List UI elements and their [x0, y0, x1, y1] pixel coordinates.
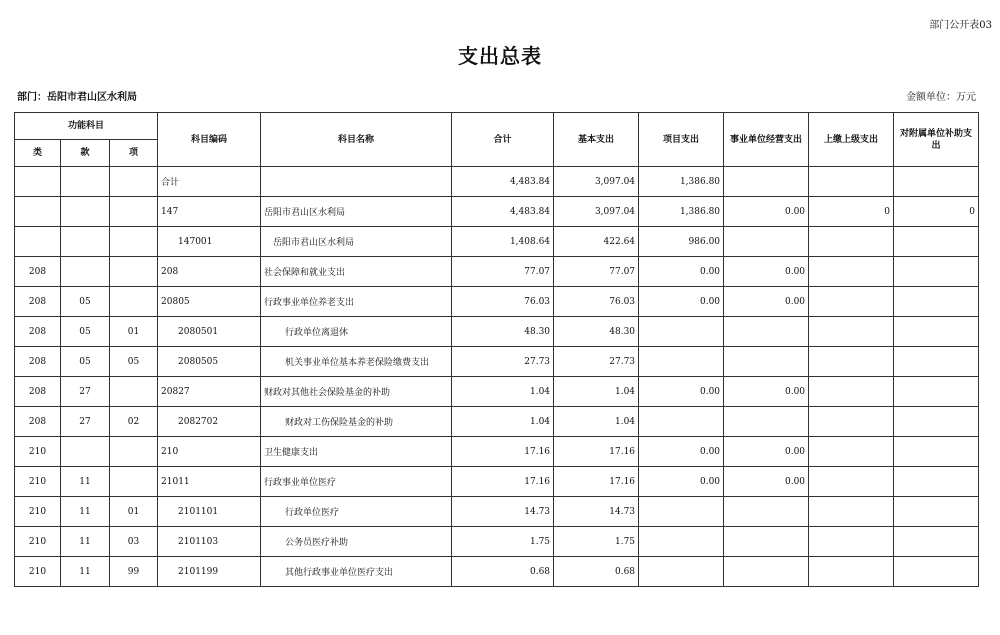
cell-upper	[809, 347, 894, 377]
cell-code: 2082702	[158, 407, 261, 437]
cell-basic: 17.16	[554, 467, 639, 497]
page-title: 支出总表	[458, 44, 542, 68]
cell-project	[639, 347, 724, 377]
table-body	[15, 167, 979, 587]
header-basic: 基本支出	[554, 113, 639, 167]
cell-lei: 208	[15, 257, 61, 287]
header-lei: 类	[15, 140, 61, 167]
cell-name: 行政事业单位医疗	[261, 467, 452, 497]
cell-name: 机关事业单位基本养老保险缴费支出	[261, 347, 452, 377]
header-xiang: 项	[110, 140, 158, 167]
cell-basic: 76.03	[554, 287, 639, 317]
cell-xiang: 05	[110, 347, 158, 377]
cell-business: 0.00	[724, 197, 809, 227]
cell-business: 0.00	[724, 257, 809, 287]
cell-name: 财政对工伤保险基金的补助	[261, 407, 452, 437]
cell-total: 1.04	[452, 377, 554, 407]
cell-lei: 208	[15, 407, 61, 437]
cell-name: 财政对其他社会保险基金的补助	[261, 377, 452, 407]
cell-upper	[809, 557, 894, 587]
cell-basic: 0.68	[554, 557, 639, 587]
amount-unit-label: 金额单位：万元	[906, 92, 976, 103]
cell-project: 0.00	[639, 437, 724, 467]
cell-basic: 27.73	[554, 347, 639, 377]
cell-lei: 208	[15, 377, 61, 407]
cell-subsidy	[894, 527, 979, 557]
cell-subsidy	[894, 467, 979, 497]
cell-name: 其他行政事业单位医疗支出	[261, 557, 452, 587]
cell-total: 76.03	[452, 287, 554, 317]
cell-subsidy: 0	[894, 197, 979, 227]
cell-project	[639, 317, 724, 347]
header-func-subject: 功能科目	[15, 113, 158, 140]
cell-code: 2101103	[158, 527, 261, 557]
cell-basic: 1.04	[554, 377, 639, 407]
cell-basic: 422.64	[554, 227, 639, 257]
cell-kuan: 11	[61, 557, 110, 587]
cell-subsidy	[894, 347, 979, 377]
cell-kuan: 05	[61, 287, 110, 317]
table-row	[15, 497, 979, 527]
cell-subsidy	[894, 257, 979, 287]
cell-xiang	[110, 167, 158, 197]
cell-name: 行政单位离退休	[261, 317, 452, 347]
table-row	[15, 377, 979, 407]
cell-basic: 1.04	[554, 407, 639, 437]
cell-subsidy	[894, 287, 979, 317]
cell-name: 岳阳市君山区水利局	[261, 227, 452, 257]
cell-business	[724, 407, 809, 437]
cell-total: 77.07	[452, 257, 554, 287]
cell-xiang	[110, 197, 158, 227]
cell-business	[724, 167, 809, 197]
cell-name: 卫生健康支出	[261, 437, 452, 467]
header-upper: 上缴上级支出	[809, 113, 894, 167]
cell-business	[724, 557, 809, 587]
cell-code: 208	[158, 257, 261, 287]
cell-xiang: 01	[110, 317, 158, 347]
cell-kuan	[61, 257, 110, 287]
cell-business: 0.00	[724, 437, 809, 467]
cell-kuan	[61, 197, 110, 227]
cell-total: 17.16	[452, 467, 554, 497]
table-row	[15, 467, 979, 497]
cell-business	[724, 497, 809, 527]
header-project: 项目支出	[639, 113, 724, 167]
cell-lei	[15, 197, 61, 227]
cell-xiang: 03	[110, 527, 158, 557]
cell-project	[639, 407, 724, 437]
cell-code: 147001	[158, 227, 261, 257]
cell-total: 1,408.64	[452, 227, 554, 257]
cell-upper: 0	[809, 197, 894, 227]
cell-basic: 1.75	[554, 527, 639, 557]
cell-subsidy	[894, 377, 979, 407]
cell-project: 1,386.80	[639, 197, 724, 227]
cell-basic: 3,097.04	[554, 167, 639, 197]
cell-kuan: 11	[61, 497, 110, 527]
cell-xiang	[110, 377, 158, 407]
department-label: 部门：岳阳市君山区水利局	[17, 92, 137, 103]
header-business: 事业单位经营支出	[724, 113, 809, 167]
table-row	[15, 437, 979, 467]
cell-subsidy	[894, 437, 979, 467]
cell-kuan: 11	[61, 467, 110, 497]
cell-upper	[809, 317, 894, 347]
cell-name: 公务员医疗补助	[261, 527, 452, 557]
cell-lei: 210	[15, 467, 61, 497]
cell-lei	[15, 167, 61, 197]
cell-name: 行政事业单位养老支出	[261, 287, 452, 317]
cell-upper	[809, 437, 894, 467]
cell-business	[724, 227, 809, 257]
cell-upper	[809, 467, 894, 497]
cell-basic: 14.73	[554, 497, 639, 527]
cell-business: 0.00	[724, 377, 809, 407]
cell-lei: 210	[15, 437, 61, 467]
cell-upper	[809, 287, 894, 317]
cell-basic: 17.16	[554, 437, 639, 467]
cell-upper	[809, 377, 894, 407]
cell-xiang	[110, 437, 158, 467]
cell-code: 20805	[158, 287, 261, 317]
cell-basic: 77.07	[554, 257, 639, 287]
cell-total: 48.30	[452, 317, 554, 347]
cell-xiang	[110, 257, 158, 287]
cell-total: 0.68	[452, 557, 554, 587]
cell-total: 1.04	[452, 407, 554, 437]
cell-code: 21011	[158, 467, 261, 497]
table-row	[15, 347, 979, 377]
cell-project: 0.00	[639, 287, 724, 317]
cell-code: 210	[158, 437, 261, 467]
cell-name	[261, 167, 452, 197]
cell-subsidy	[894, 497, 979, 527]
cell-total: 14.73	[452, 497, 554, 527]
cell-name: 岳阳市君山区水利局	[261, 197, 452, 227]
cell-lei: 210	[15, 557, 61, 587]
cell-lei: 210	[15, 497, 61, 527]
header-code: 科目编码	[158, 113, 261, 167]
cell-kuan: 27	[61, 377, 110, 407]
cell-project	[639, 557, 724, 587]
cell-xiang: 01	[110, 497, 158, 527]
cell-total: 27.73	[452, 347, 554, 377]
cell-kuan: 05	[61, 317, 110, 347]
cell-xiang: 99	[110, 557, 158, 587]
table-row	[15, 167, 979, 197]
header-total: 合计	[452, 113, 554, 167]
cell-business	[724, 527, 809, 557]
cell-code: 2080505	[158, 347, 261, 377]
cell-xiang	[110, 287, 158, 317]
header-name: 科目名称	[261, 113, 452, 167]
cell-code: 2101101	[158, 497, 261, 527]
cell-code: 2101199	[158, 557, 261, 587]
cell-basic: 3,097.04	[554, 197, 639, 227]
cell-upper	[809, 407, 894, 437]
cell-upper	[809, 527, 894, 557]
cell-subsidy	[894, 227, 979, 257]
table-row	[15, 197, 979, 227]
cell-project: 1,386.80	[639, 167, 724, 197]
cell-xiang	[110, 467, 158, 497]
cell-project: 0.00	[639, 467, 724, 497]
cell-code: 20827	[158, 377, 261, 407]
cell-total: 17.16	[452, 437, 554, 467]
table-row	[15, 227, 979, 257]
table-row	[15, 317, 979, 347]
cell-lei: 210	[15, 527, 61, 557]
table-row	[15, 407, 979, 437]
cell-name: 社会保障和就业支出	[261, 257, 452, 287]
cell-project: 986.00	[639, 227, 724, 257]
cell-kuan	[61, 167, 110, 197]
cell-business	[724, 347, 809, 377]
cell-total: 4,483.84	[452, 167, 554, 197]
cell-code: 147	[158, 197, 261, 227]
form-number: 部门公开表03	[929, 20, 992, 31]
table-row	[15, 557, 979, 587]
table-row	[15, 527, 979, 557]
cell-business: 0.00	[724, 467, 809, 497]
cell-lei: 208	[15, 347, 61, 377]
cell-upper	[809, 227, 894, 257]
expenditure-table	[14, 112, 979, 587]
cell-kuan	[61, 437, 110, 467]
cell-project	[639, 527, 724, 557]
cell-kuan: 27	[61, 407, 110, 437]
header-kuan: 款	[61, 140, 110, 167]
cell-code: 合计	[158, 167, 261, 197]
cell-xiang	[110, 227, 158, 257]
cell-name: 行政单位医疗	[261, 497, 452, 527]
cell-upper	[809, 257, 894, 287]
cell-kuan: 05	[61, 347, 110, 377]
cell-project	[639, 497, 724, 527]
cell-project: 0.00	[639, 257, 724, 287]
cell-lei: 208	[15, 287, 61, 317]
cell-upper	[809, 167, 894, 197]
cell-subsidy	[894, 407, 979, 437]
cell-lei	[15, 227, 61, 257]
cell-code: 2080501	[158, 317, 261, 347]
cell-kuan	[61, 227, 110, 257]
cell-business: 0.00	[724, 287, 809, 317]
cell-subsidy	[894, 557, 979, 587]
cell-subsidy	[894, 167, 979, 197]
cell-subsidy	[894, 317, 979, 347]
cell-basic: 48.30	[554, 317, 639, 347]
cell-total: 4,483.84	[452, 197, 554, 227]
cell-business	[724, 317, 809, 347]
cell-project: 0.00	[639, 377, 724, 407]
cell-kuan: 11	[61, 527, 110, 557]
cell-lei: 208	[15, 317, 61, 347]
cell-upper	[809, 497, 894, 527]
header-subsidy: 对附属单位补助支出	[894, 113, 979, 167]
table-row	[15, 287, 979, 317]
cell-total: 1.75	[452, 527, 554, 557]
table-row	[15, 257, 979, 287]
cell-xiang: 02	[110, 407, 158, 437]
